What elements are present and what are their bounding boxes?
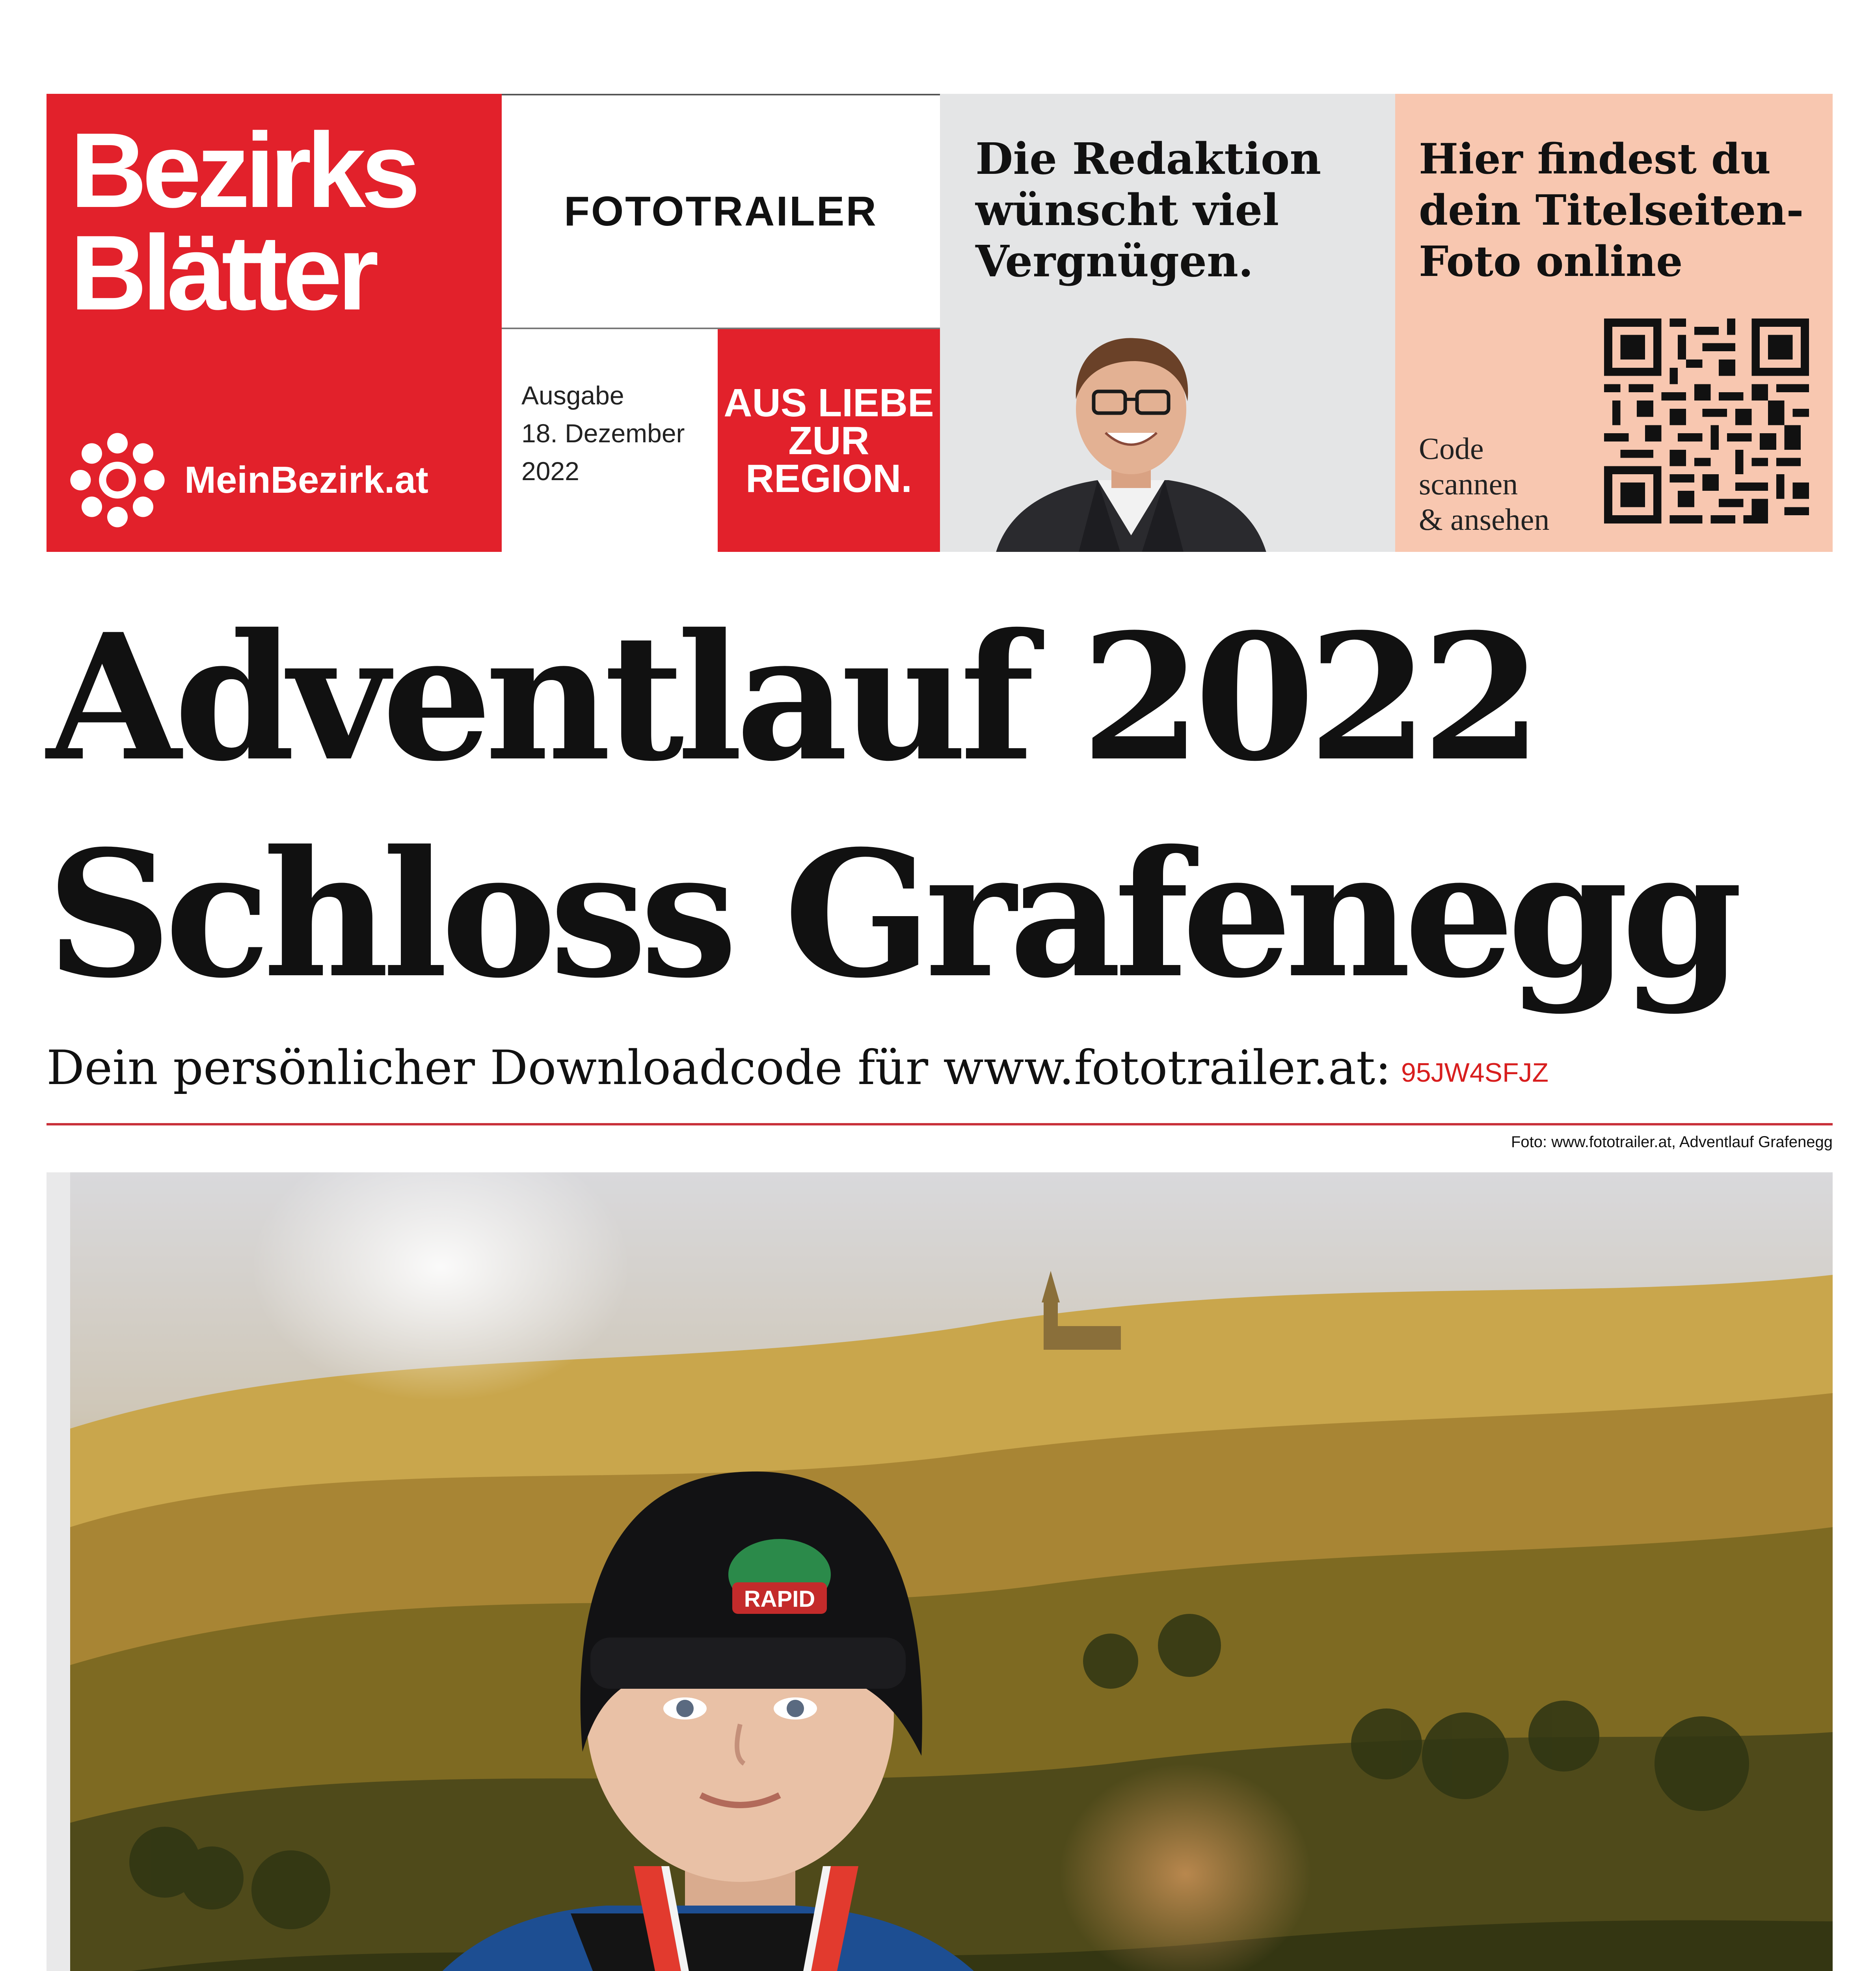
slogan-box bbox=[718, 329, 940, 552]
meinbezirk-label: MeinBezirk.at bbox=[184, 459, 428, 501]
issue-label: Ausgabe bbox=[521, 381, 624, 410]
qr-caption-line-1: Code bbox=[1419, 431, 1484, 466]
rapid-badge-icon bbox=[728, 1539, 831, 1614]
download-label: Dein persönlicher Downloadcode für www.fototrailer.at: bbox=[47, 1041, 1391, 1095]
issue-year: 2022 bbox=[521, 456, 579, 486]
photo-credit: Foto: www.fototrailer.at, Adventlauf Grafenegg bbox=[1511, 1133, 1833, 1151]
meinbezirk-brand bbox=[66, 425, 428, 535]
headline-line-2: Schloss Grafenegg bbox=[47, 812, 1736, 1016]
issue-date: 18. Dezember bbox=[521, 419, 685, 448]
slogan-line-1: AUS LIEBE bbox=[724, 380, 934, 425]
issue-info bbox=[502, 329, 718, 552]
qr-caption-line-3: & ansehen bbox=[1419, 502, 1550, 537]
brand-word-1: Bezirks bbox=[70, 111, 416, 230]
meinbezirk-flower-icon bbox=[66, 429, 169, 531]
title-photo bbox=[47, 1172, 1833, 1971]
editor-greeting bbox=[940, 94, 1395, 552]
qr-code-icon[interactable] bbox=[1604, 319, 1809, 523]
download-code: 95JW4SFJZ bbox=[1401, 1058, 1549, 1088]
editor-greeting-text bbox=[975, 133, 1321, 287]
qr-heading-line-1: Hier findest du bbox=[1419, 134, 1771, 183]
title-photo-image bbox=[47, 1172, 1833, 1971]
divider bbox=[47, 1123, 1833, 1125]
qr-caption bbox=[1419, 431, 1549, 537]
editor-portrait bbox=[979, 315, 1279, 552]
greeting-line-2: wünscht viel bbox=[975, 184, 1279, 235]
qr-heading bbox=[1419, 133, 1803, 287]
qr-caption-line-2: scannen bbox=[1419, 467, 1518, 501]
rapid-badge-label: RAPID bbox=[744, 1586, 815, 1612]
qr-heading-line-3: Foto online bbox=[1419, 237, 1683, 286]
qr-heading-line-2: dein Titelseiten- bbox=[1419, 185, 1804, 235]
greeting-line-3: Vergnügen. bbox=[975, 236, 1254, 287]
bezirksblaetter-logo-block bbox=[47, 94, 502, 552]
section-label: FOTOTRAILER bbox=[502, 94, 940, 329]
slogan-line-3: REGION. bbox=[745, 456, 912, 501]
slogan-line-2: ZUR bbox=[788, 418, 869, 463]
greeting-line-1: Die Redaktion bbox=[975, 133, 1321, 184]
qr-panel bbox=[1395, 94, 1833, 552]
headline-line-1: Adventlauf 2022 bbox=[47, 596, 1535, 799]
brand-word-2: Blätter bbox=[70, 214, 374, 332]
